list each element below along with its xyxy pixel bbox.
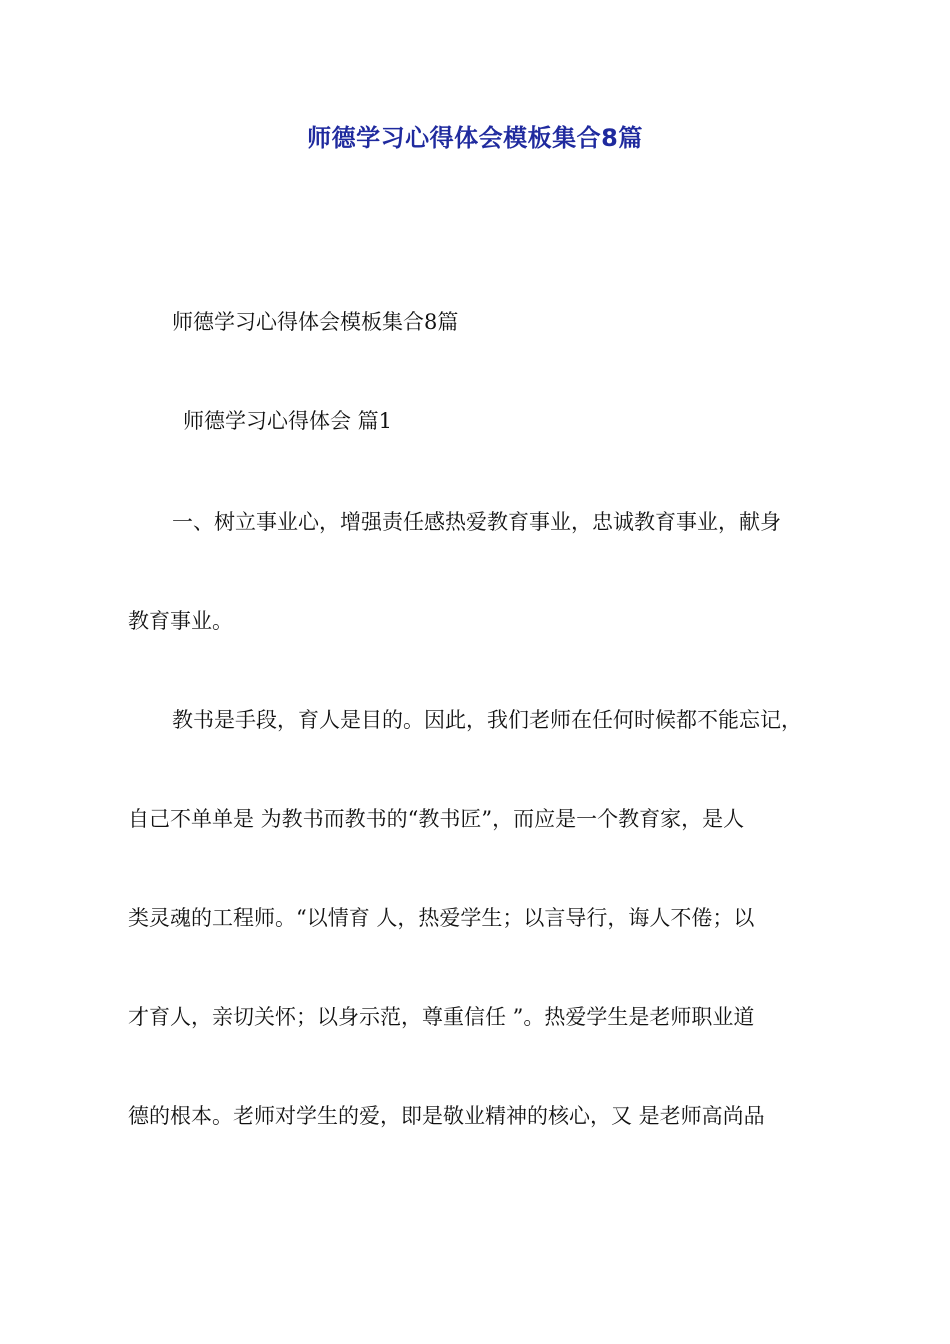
- paragraph2-line5: 德的根本。老师对学生的爱，即是敬业精神的核心，又 是老师高尚品: [128, 1104, 765, 1128]
- paragraph1-line2: 教育事业。: [128, 609, 233, 633]
- paragraph2-line1: 教书是手段，育人是目的。因此，我们老师在任何时候都不能忘记，: [172, 708, 802, 732]
- paragraph2-line3: 类灵魂的工程师。“以情育 人，热爱学生；以言导行，诲人不倦；以: [128, 906, 755, 930]
- section-heading: 师德学习心得体会 篇1: [183, 409, 393, 433]
- paragraph1-line1: 一、树立事业心，增强责任感热爱教育事业，忠诚教育事业，献身: [172, 510, 781, 534]
- document-title: 师德学习心得体会模板集合8篇: [307, 124, 643, 152]
- paragraph2-line4: 才育人，亲切关怀；以身示范，尊重信任 ”。热爱学生是老师职业道: [128, 1005, 755, 1029]
- paragraph2-line2: 自己不单单是 为教书而教书的“教书匠”，而应是一个教育家，是人: [128, 807, 745, 831]
- document-subtitle: 师德学习心得体会模板集合8篇: [172, 310, 459, 334]
